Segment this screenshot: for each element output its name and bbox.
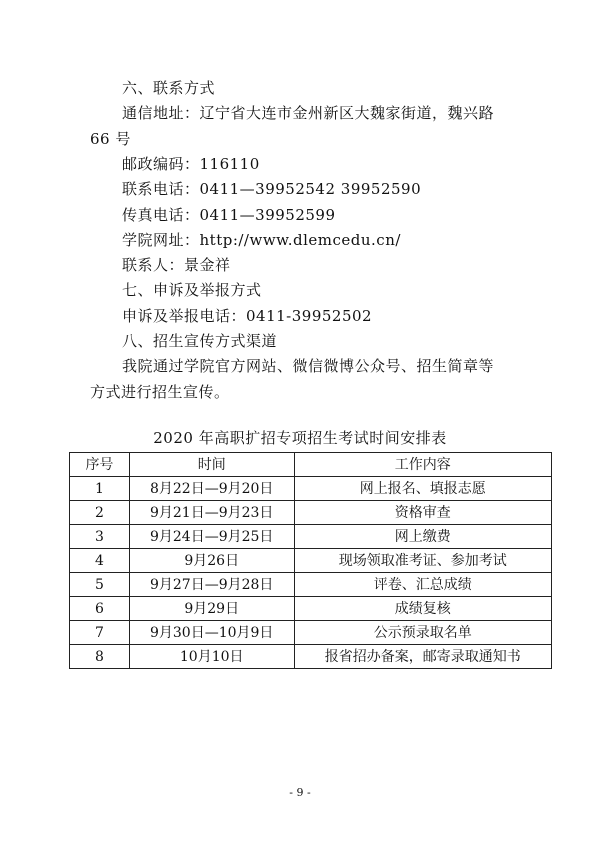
table-row bbox=[70, 573, 552, 597]
header-index: 序号 bbox=[70, 453, 130, 477]
page-number: - 9 - bbox=[289, 786, 311, 799]
table-row bbox=[70, 501, 552, 525]
row-content: 报省招办备案，邮寄录取通知书 bbox=[294, 645, 551, 669]
schedule-table bbox=[69, 452, 552, 669]
table-row bbox=[70, 549, 552, 573]
row-index: 8 bbox=[70, 645, 130, 669]
complaint-phone-line: 申诉及举报电话：0411-39952502 bbox=[122, 307, 373, 325]
header-content: 工作内容 bbox=[294, 453, 551, 477]
row-content: 评卷、汇总成绩 bbox=[294, 573, 551, 597]
row-time: 9月30日—10月9日 bbox=[129, 621, 294, 645]
row-index: 3 bbox=[70, 525, 130, 549]
header-time: 时间 bbox=[129, 453, 294, 477]
table-row bbox=[70, 477, 552, 501]
row-content: 网上报名、填报志愿 bbox=[294, 477, 551, 501]
row-time: 9月26日 bbox=[129, 549, 294, 573]
publicity-heading: 八、招生宣传方式渠道 bbox=[122, 332, 278, 350]
row-content: 资格审查 bbox=[294, 501, 551, 525]
row-content: 成绩复核 bbox=[294, 597, 551, 621]
row-content: 公示预录取名单 bbox=[294, 621, 551, 645]
contact-heading: 六、联系方式 bbox=[122, 79, 216, 97]
table-row bbox=[70, 645, 552, 669]
postcode-line: 邮政编码：116110 bbox=[122, 155, 260, 173]
row-content: 现场领取准考证、参加考试 bbox=[294, 549, 551, 573]
table-row bbox=[70, 621, 552, 645]
row-index: 4 bbox=[70, 549, 130, 573]
website-line: 学院网址：http://www.dlemcedu.cn/ bbox=[122, 231, 401, 249]
row-index: 1 bbox=[70, 477, 130, 501]
table-row bbox=[70, 597, 552, 621]
row-content: 网上缴费 bbox=[294, 525, 551, 549]
schedule-table-title: 2020 年高职扩招专项招生考试时间安排表 bbox=[153, 429, 447, 447]
address-line-continued: 66 号 bbox=[90, 130, 131, 148]
row-index: 2 bbox=[70, 501, 130, 525]
row-time: 9月29日 bbox=[129, 597, 294, 621]
address-line: 通信地址：辽宁省大连市金州新区大魏家街道，魏兴路 bbox=[122, 104, 495, 122]
contact-person-line: 联系人：景金祥 bbox=[122, 256, 231, 274]
row-time: 8月22日—9月20日 bbox=[129, 477, 294, 501]
publicity-paragraph-line1: 我院通过学院官方网站、微信微博公众号、招生简章等 bbox=[122, 357, 495, 375]
row-index: 6 bbox=[70, 597, 130, 621]
table-header-row bbox=[70, 453, 552, 477]
row-time: 9月24日—9月25日 bbox=[129, 525, 294, 549]
row-time: 10月10日 bbox=[129, 645, 294, 669]
row-index: 5 bbox=[70, 573, 130, 597]
row-time: 9月21日—9月23日 bbox=[129, 501, 294, 525]
phone-line: 联系电话：0411—39952542 39952590 bbox=[122, 180, 422, 198]
table-row bbox=[70, 525, 552, 549]
row-index: 7 bbox=[70, 621, 130, 645]
row-time: 9月27日—9月28日 bbox=[129, 573, 294, 597]
complaint-heading: 七、申诉及举报方式 bbox=[122, 281, 262, 299]
fax-line: 传真电话：0411—39952599 bbox=[122, 206, 336, 224]
publicity-paragraph-line2: 方式进行招生宣传。 bbox=[90, 383, 230, 401]
